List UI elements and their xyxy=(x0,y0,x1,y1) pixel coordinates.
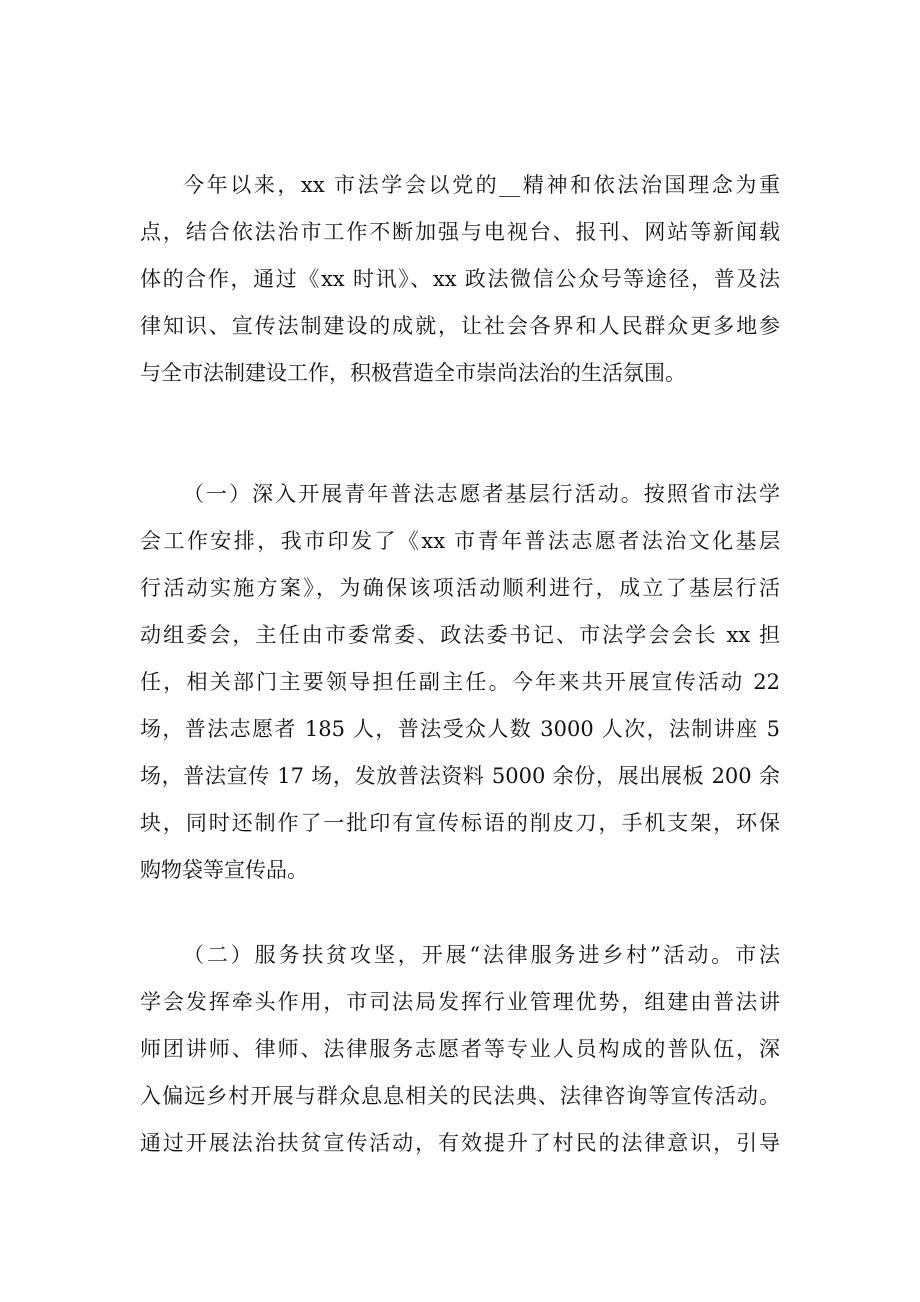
text-line: 块，同时还制作了一批印有宣传标语的削皮刀，手机支架，环保 xyxy=(140,811,780,835)
text-line: 行活动实施方案》，为确保该项活动顺利进行，成立了基层行活 xyxy=(140,576,780,600)
text-line: 场，普法志愿者 185 人，普法受众人数 3000 人次，法制讲座 5 xyxy=(140,717,780,741)
text-line: 体的合作，通过《xx 时讯》、xx 政法微信公众号等途径，普及法 xyxy=(140,267,780,291)
paragraph-section-2 xyxy=(140,932,780,1167)
paragraph-section-1 xyxy=(140,471,780,894)
text-line: 任，相关部门主要领导担任副主任。今年来共开展宣传活动 22 xyxy=(140,670,780,694)
text-line: 入偏远乡村开展与群众息息相关的民法典、法律咨询等宣传活动。 xyxy=(140,1084,780,1108)
text-line: 通过开展法治扶贫宣传活动，有效提升了村民的法律意识，引导 xyxy=(140,1131,780,1155)
text-line: 场，普法宣传 17 场，发放普法资料 5000 余份，展出展板 200 余 xyxy=(140,764,780,788)
text-line: 动组委会，主任由市委常委、政法委书记、市法学会会长 xx 担 xyxy=(140,623,780,647)
text-line: 师团讲师、律师、法律服务志愿者等专业人员构成的普队伍，深 xyxy=(140,1037,780,1061)
text-line: 购物袋等宣传品。 xyxy=(140,858,308,882)
text-line: （二）服务扶贫攻坚，开展“法律服务进乡村”活动。市法 xyxy=(183,943,780,967)
text-line: （一）深入开展青年普法志愿者基层行活动。按照省市法学 xyxy=(183,482,780,506)
text-line: 今年以来，xx 市法学会以党的__精神和依法治国理念为重 xyxy=(183,173,780,197)
text-line: 与全市法制建设工作，积极营造全市崇尚法治的生活氛围。 xyxy=(140,361,686,385)
text-line: 会工作安排，我市印发了《xx 市青年普法志愿者法治文化基层 xyxy=(140,529,780,553)
text-line: 学会发挥牵头作用，市司法局发挥行业管理优势，组建由普法讲 xyxy=(140,990,780,1014)
text-line: 律知识、宣传法制建设的成就，让社会各界和人民群众更多地参 xyxy=(140,314,780,338)
paragraph-intro xyxy=(140,162,780,397)
text-line: 点，结合依法治市工作不断加强与电视台、报刊、网站等新闻载 xyxy=(140,220,780,244)
